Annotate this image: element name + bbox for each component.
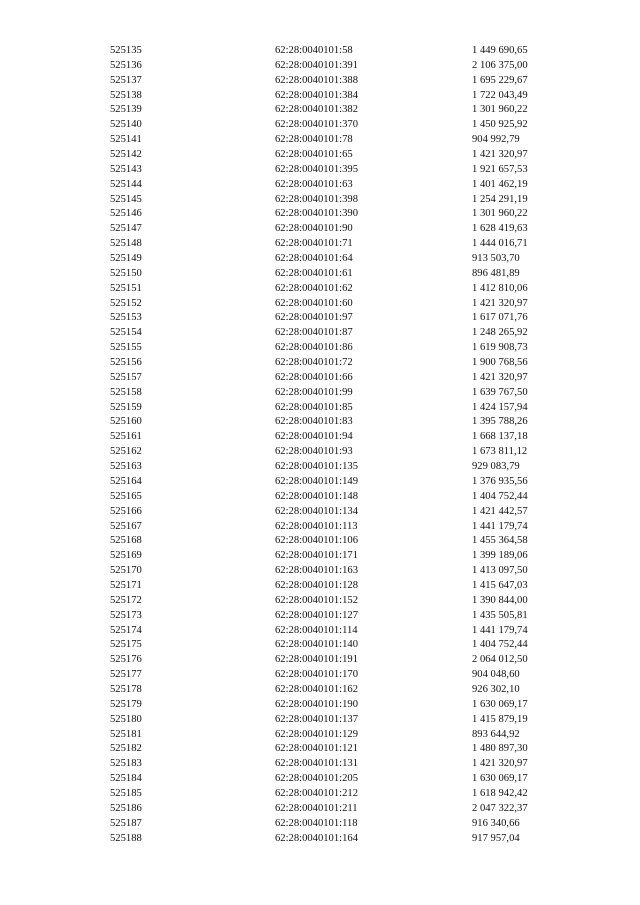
- cadastral-value-cell: 1 618 942,42: [472, 787, 528, 799]
- cadastral-value-cell: 926 302,10: [472, 683, 520, 695]
- row-number-cell: 525175: [110, 639, 142, 651]
- cadastral-value-cell: 1 254 291,19: [472, 193, 528, 205]
- cadastral-value-cell: 916 340,66: [472, 817, 520, 829]
- row-number-cell: 525162: [110, 446, 142, 458]
- cadastral-number-cell: 62:28:0040101:131: [275, 758, 358, 770]
- table-row: [110, 757, 592, 772]
- cadastral-number-cell: 62:28:0040101:78: [275, 134, 353, 146]
- cadastral-number-cell: 62:28:0040101:382: [275, 104, 358, 116]
- row-number-cell: 525156: [110, 357, 142, 369]
- table-row: [110, 341, 592, 356]
- table-row: [110, 475, 592, 490]
- table-row: [110, 653, 592, 668]
- table-row: [110, 267, 592, 282]
- row-number-cell: 525158: [110, 386, 142, 398]
- row-number-cell: 525142: [110, 149, 142, 161]
- table-row: [110, 445, 592, 460]
- cadastral-value-cell: 1 673 811,12: [472, 446, 528, 458]
- cadastral-number-cell: 62:28:0040101:135: [275, 461, 358, 473]
- cadastral-number-cell: 62:28:0040101:390: [275, 208, 358, 220]
- cadastral-value-cell: 1 424 157,94: [472, 401, 528, 413]
- row-number-cell: 525143: [110, 163, 142, 175]
- row-number-cell: 525164: [110, 475, 142, 487]
- row-number-cell: 525167: [110, 520, 142, 532]
- cadastral-number-cell: 62:28:0040101:137: [275, 713, 358, 725]
- row-number-cell: 525180: [110, 713, 142, 725]
- cadastral-number-cell: 62:28:0040101:129: [275, 728, 358, 740]
- table-row: [110, 252, 592, 267]
- cadastral-value-cell: 1 301 960,22: [472, 104, 528, 116]
- cadastral-number-cell: 62:28:0040101:113: [275, 520, 358, 532]
- row-number-cell: 525168: [110, 535, 142, 547]
- row-number-cell: 525151: [110, 282, 142, 294]
- row-number-cell: 525169: [110, 550, 142, 562]
- table-row: [110, 668, 592, 683]
- cadastral-value-cell: 1 412 810,06: [472, 282, 528, 294]
- cadastral-value-cell: 1 421 320,97: [472, 758, 528, 770]
- table-row: [110, 430, 592, 445]
- cadastral-value-cell: 1 401 462,19: [472, 178, 528, 190]
- row-number-cell: 525154: [110, 327, 142, 339]
- row-number-cell: 525184: [110, 773, 142, 785]
- cadastral-number-cell: 62:28:0040101:191: [275, 654, 358, 666]
- row-number-cell: 525176: [110, 654, 142, 666]
- cadastral-number-cell: 62:28:0040101:86: [275, 342, 353, 354]
- cadastral-value-cell: 1 421 442,57: [472, 505, 528, 517]
- table-row: [110, 356, 592, 371]
- cadastral-number-cell: 62:28:0040101:134: [275, 505, 358, 517]
- cadastral-value-cell: 1 628 419,63: [472, 223, 528, 235]
- table-row: [110, 207, 592, 222]
- row-number-cell: 525141: [110, 134, 142, 146]
- cadastral-number-cell: 62:28:0040101:58: [275, 45, 353, 56]
- table-row: [110, 133, 592, 148]
- table-row: [110, 163, 592, 178]
- row-number-cell: 525179: [110, 698, 142, 710]
- cadastral-value-cell: 1 376 935,56: [472, 475, 528, 487]
- row-number-cell: 525161: [110, 431, 142, 443]
- row-number-cell: 525144: [110, 178, 142, 190]
- table-row: [110, 118, 592, 133]
- cadastral-value-cell: 1 619 908,73: [472, 342, 528, 354]
- cadastral-number-cell: 62:28:0040101:190: [275, 698, 358, 710]
- table-row: [110, 728, 592, 743]
- table-row: [110, 579, 592, 594]
- cadastral-value-cell: 1 450 925,92: [472, 119, 528, 131]
- cadastral-value-cell: 1 639 767,50: [472, 386, 528, 398]
- table-row: [110, 103, 592, 118]
- row-number-cell: 525186: [110, 802, 142, 814]
- cadastral-number-cell: 62:28:0040101:121: [275, 743, 358, 755]
- cadastral-number-cell: 62:28:0040101:118: [275, 817, 358, 829]
- cadastral-number-cell: 62:28:0040101:60: [275, 297, 353, 309]
- row-number-cell: 525146: [110, 208, 142, 220]
- cadastral-value-cell: 1 413 097,50: [472, 565, 528, 577]
- cadastral-number-cell: 62:28:0040101:163: [275, 565, 358, 577]
- table-row: [110, 832, 592, 847]
- cadastral-value-cell: 2 106 375,00: [472, 59, 528, 71]
- cadastral-number-cell: 62:28:0040101:384: [275, 89, 358, 101]
- table-row: [110, 59, 592, 74]
- table-row: [110, 311, 592, 326]
- table-row: [110, 193, 592, 208]
- table-row: [110, 624, 592, 639]
- cadastral-number-cell: 62:28:0040101:94: [275, 431, 353, 443]
- row-number-cell: 525147: [110, 223, 142, 235]
- cadastral-value-cell: 1 421 320,97: [472, 297, 528, 309]
- table-row: [110, 237, 592, 252]
- row-number-cell: 525145: [110, 193, 142, 205]
- row-number-cell: 525148: [110, 238, 142, 250]
- table-row: [110, 490, 592, 505]
- cadastral-value-cell: 2 047 322,37: [472, 802, 528, 814]
- cadastral-number-cell: 62:28:0040101:90: [275, 223, 353, 235]
- cadastral-value-table: [110, 44, 592, 846]
- cadastral-value-cell: 1 449 690,65: [472, 45, 528, 56]
- table-row: [110, 505, 592, 520]
- cadastral-value-cell: 1 921 657,53: [472, 163, 528, 175]
- table-row: [110, 386, 592, 401]
- cadastral-number-cell: 62:28:0040101:398: [275, 193, 358, 205]
- row-number-cell: 525157: [110, 371, 142, 383]
- cadastral-number-cell: 62:28:0040101:71: [275, 238, 353, 250]
- cadastral-number-cell: 62:28:0040101:83: [275, 416, 353, 428]
- row-number-cell: 525173: [110, 609, 142, 621]
- table-row: [110, 549, 592, 564]
- table-row: [110, 802, 592, 817]
- cadastral-value-cell: 1 630 069,17: [472, 773, 528, 785]
- cadastral-value-cell: 2 064 012,50: [472, 654, 528, 666]
- cadastral-value-cell: 1 695 229,67: [472, 74, 528, 86]
- row-number-cell: 525171: [110, 579, 142, 591]
- cadastral-number-cell: 62:28:0040101:140: [275, 639, 358, 651]
- row-number-cell: 525163: [110, 461, 142, 473]
- table-row: [110, 148, 592, 163]
- table-row: [110, 282, 592, 297]
- cadastral-number-cell: 62:28:0040101:61: [275, 267, 353, 279]
- cadastral-number-cell: 62:28:0040101:149: [275, 475, 358, 487]
- table-row: [110, 534, 592, 549]
- cadastral-number-cell: 62:28:0040101:63: [275, 178, 353, 190]
- table-row: [110, 74, 592, 89]
- cadastral-number-cell: 62:28:0040101:127: [275, 609, 358, 621]
- row-number-cell: 525155: [110, 342, 142, 354]
- row-number-cell: 525181: [110, 728, 142, 740]
- row-number-cell: 525135: [110, 45, 142, 56]
- cadastral-value-cell: 1 722 043,49: [472, 89, 528, 101]
- row-number-cell: 525149: [110, 253, 142, 265]
- table-row: [110, 401, 592, 416]
- row-number-cell: 525182: [110, 743, 142, 755]
- table-row: [110, 520, 592, 535]
- table-row: [110, 713, 592, 728]
- row-number-cell: 525152: [110, 297, 142, 309]
- cadastral-number-cell: 62:28:0040101:64: [275, 253, 353, 265]
- table-row: [110, 222, 592, 237]
- table-row: [110, 817, 592, 832]
- cadastral-value-cell: 1 395 788,26: [472, 416, 528, 428]
- cadastral-number-cell: 62:28:0040101:395: [275, 163, 358, 175]
- cadastral-number-cell: 62:28:0040101:65: [275, 149, 353, 161]
- cadastral-number-cell: 62:28:0040101:212: [275, 787, 358, 799]
- row-number-cell: 525166: [110, 505, 142, 517]
- row-number-cell: 525187: [110, 817, 142, 829]
- table-row: [110, 742, 592, 757]
- table-row: [110, 638, 592, 653]
- row-number-cell: 525138: [110, 89, 142, 101]
- cadastral-number-cell: 62:28:0040101:370: [275, 119, 358, 131]
- cadastral-value-cell: 1 415 647,03: [472, 579, 528, 591]
- table-row: [110, 178, 592, 193]
- cadastral-value-cell: 1 617 071,76: [472, 312, 528, 324]
- cadastral-number-cell: 62:28:0040101:162: [275, 683, 358, 695]
- cadastral-number-cell: 62:28:0040101:170: [275, 669, 358, 681]
- cadastral-number-cell: 62:28:0040101:97: [275, 312, 353, 324]
- cadastral-value-cell: 1 404 752,44: [472, 490, 528, 502]
- cadastral-value-cell: 1 455 364,58: [472, 535, 528, 547]
- table-row: [110, 698, 592, 713]
- cadastral-value-cell: 1 415 879,19: [472, 713, 528, 725]
- cadastral-number-cell: 62:28:0040101:93: [275, 446, 353, 458]
- cadastral-number-cell: 62:28:0040101:205: [275, 773, 358, 785]
- table-row: [110, 89, 592, 104]
- table-row: [110, 787, 592, 802]
- cadastral-number-cell: 62:28:0040101:87: [275, 327, 353, 339]
- row-number-cell: 525153: [110, 312, 142, 324]
- table-row: [110, 44, 592, 59]
- row-number-cell: 525185: [110, 787, 142, 799]
- row-number-cell: 525165: [110, 490, 142, 502]
- cadastral-value-cell: 904 992,79: [472, 134, 520, 146]
- cadastral-value-cell: 1 441 179,74: [472, 520, 528, 532]
- table-row: [110, 564, 592, 579]
- cadastral-value-cell: 1 390 844,00: [472, 594, 528, 606]
- cadastral-value-cell: 1 668 137,18: [472, 431, 528, 443]
- cadastral-number-cell: 62:28:0040101:99: [275, 386, 353, 398]
- cadastral-value-cell: 1 480 897,30: [472, 743, 528, 755]
- row-number-cell: 525177: [110, 669, 142, 681]
- row-number-cell: 525188: [110, 832, 142, 844]
- cadastral-number-cell: 62:28:0040101:66: [275, 371, 353, 383]
- cadastral-value-cell: 913 503,70: [472, 253, 520, 265]
- cadastral-number-cell: 62:28:0040101:152: [275, 594, 358, 606]
- cadastral-value-cell: 1 421 320,97: [472, 371, 528, 383]
- row-number-cell: 525136: [110, 59, 142, 71]
- cadastral-number-cell: 62:28:0040101:171: [275, 550, 358, 562]
- table-row: [110, 609, 592, 624]
- table-body: [110, 44, 592, 846]
- cadastral-number-cell: 62:28:0040101:128: [275, 579, 358, 591]
- row-number-cell: 525160: [110, 416, 142, 428]
- table-row: [110, 683, 592, 698]
- cadastral-number-cell: 62:28:0040101:85: [275, 401, 353, 413]
- table-row: [110, 297, 592, 312]
- cadastral-value-cell: 1 900 768,56: [472, 357, 528, 369]
- cadastral-number-cell: 62:28:0040101:148: [275, 490, 358, 502]
- cadastral-value-cell: 929 083,79: [472, 461, 520, 473]
- cadastral-number-cell: 62:28:0040101:72: [275, 357, 353, 369]
- cadastral-value-cell: 1 435 505,81: [472, 609, 528, 621]
- cadastral-number-cell: 62:28:0040101:211: [275, 802, 358, 814]
- row-number-cell: 525172: [110, 594, 142, 606]
- cadastral-number-cell: 62:28:0040101:114: [275, 624, 358, 636]
- cadastral-value-cell: 1 630 069,17: [472, 698, 528, 710]
- table-row: [110, 371, 592, 386]
- cadastral-value-cell: 904 048,60: [472, 669, 520, 681]
- cadastral-value-cell: 1 404 752,44: [472, 639, 528, 651]
- cadastral-value-cell: 1 441 179,74: [472, 624, 528, 636]
- row-number-cell: 525137: [110, 74, 142, 86]
- cadastral-number-cell: 62:28:0040101:106: [275, 535, 358, 547]
- cadastral-number-cell: 62:28:0040101:164: [275, 832, 358, 844]
- row-number-cell: 525139: [110, 104, 142, 116]
- cadastral-number-cell: 62:28:0040101:388: [275, 74, 358, 86]
- row-number-cell: 525150: [110, 267, 142, 279]
- cadastral-value-cell: 1 421 320,97: [472, 149, 528, 161]
- table-row: [110, 415, 592, 430]
- row-number-cell: 525174: [110, 624, 142, 636]
- cadastral-value-cell: 917 957,04: [472, 832, 520, 844]
- row-number-cell: 525140: [110, 119, 142, 131]
- cadastral-number-cell: 62:28:0040101:391: [275, 59, 358, 71]
- cadastral-value-cell: 896 481,89: [472, 267, 520, 279]
- cadastral-value-cell: 1 301 960,22: [472, 208, 528, 220]
- cadastral-number-cell: 62:28:0040101:62: [275, 282, 353, 294]
- row-number-cell: 525183: [110, 758, 142, 770]
- table-row: [110, 594, 592, 609]
- row-number-cell: 525178: [110, 683, 142, 695]
- row-number-cell: 525170: [110, 565, 142, 577]
- table-row: [110, 460, 592, 475]
- cadastral-value-cell: 1 248 265,92: [472, 327, 528, 339]
- row-number-cell: 525159: [110, 401, 142, 413]
- cadastral-value-cell: 1 399 189,06: [472, 550, 528, 562]
- cadastral-value-cell: 893 644,92: [472, 728, 520, 740]
- table-row: [110, 772, 592, 787]
- cadastral-value-cell: 1 444 016,71: [472, 238, 528, 250]
- table-row: [110, 326, 592, 341]
